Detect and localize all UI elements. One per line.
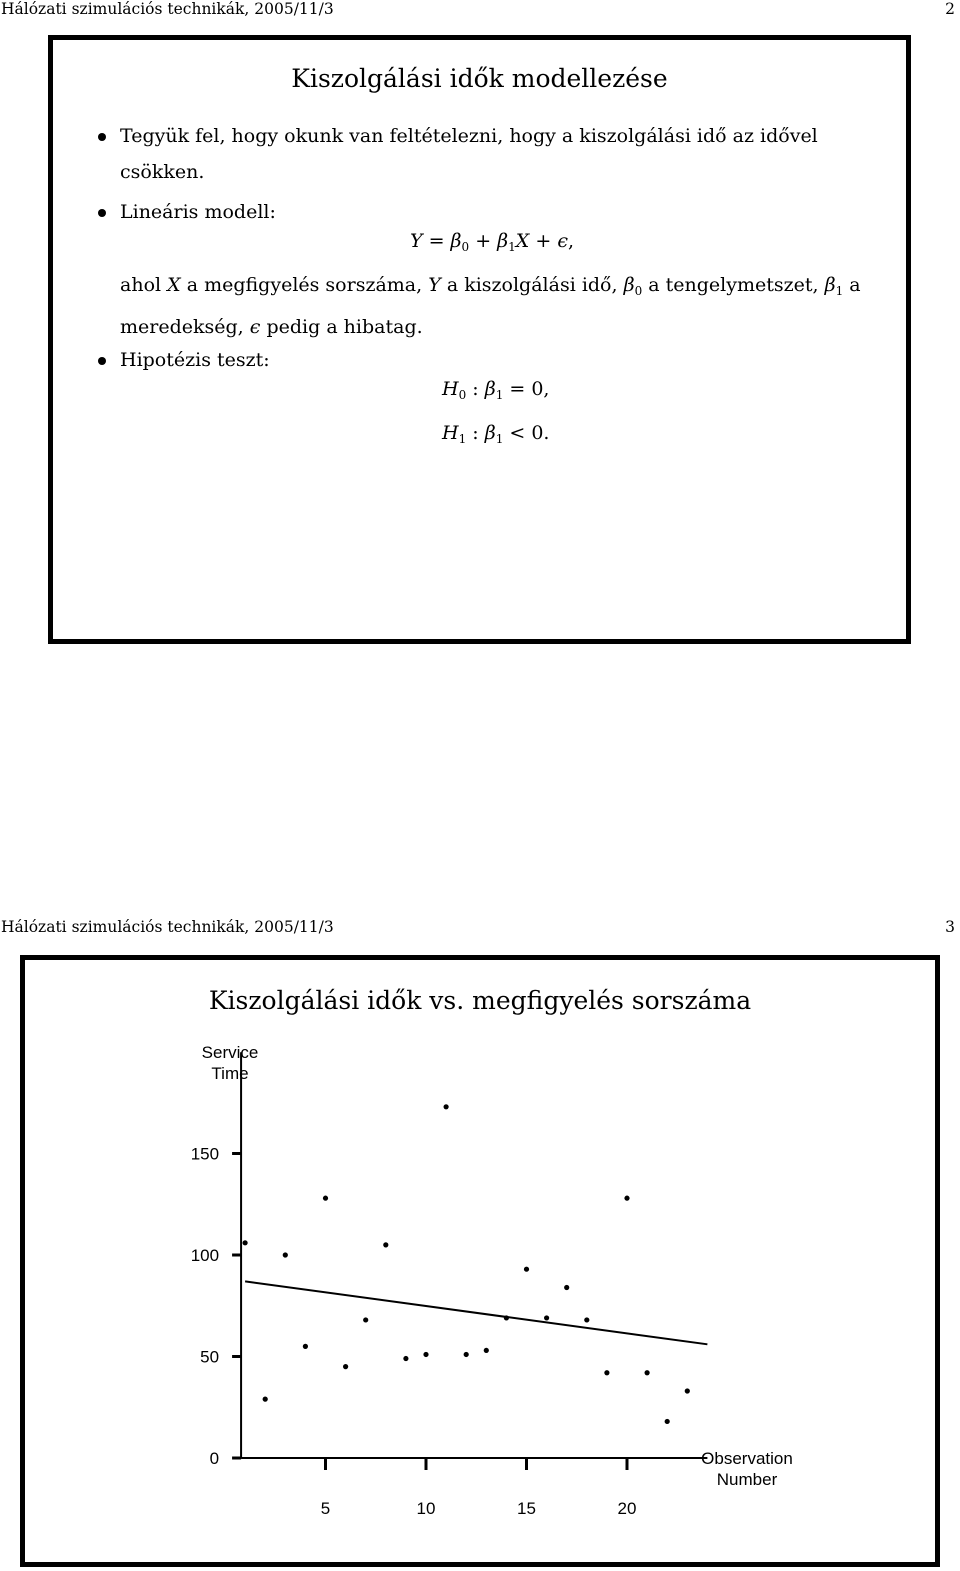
bullet-text: Lineáris modell: — [120, 201, 276, 223]
bullet-dot-icon — [98, 357, 106, 365]
data-point — [504, 1315, 509, 1320]
data-point — [303, 1344, 308, 1349]
data-point — [263, 1397, 268, 1402]
x-tick-label: 15 — [517, 1499, 536, 1518]
slide-title: Kiszolgálási idők vs. megfigyelés sorszáma — [208, 986, 752, 1015]
page-number: 2 — [945, 0, 955, 18]
x-axis-label: Number — [716, 1470, 778, 1489]
model-equation: $Y = \beta_0 + \beta_1X + \epsilon$, — [410, 230, 575, 254]
y-tick-label: 50 — [200, 1347, 220, 1367]
header-title: Hálózati szimulációs technikák, 2005/11/3 — [1, 918, 334, 936]
data-point — [343, 1364, 348, 1369]
page-number: 3 — [945, 918, 955, 936]
hypothesis-h0: $H_0$ : $\beta_1 = 0$, — [442, 378, 550, 402]
scatter-chart — [25, 960, 935, 1562]
bullet-text: Tegyük fel, hogy okunk van feltételezni, hogy a kiszolgálási idő az idővel csökken. — [120, 125, 818, 183]
data-point — [363, 1317, 368, 1322]
model-explanation: ahol X a megfigyelés sorszáma, Y a kiszolgálási idő, $\beta_0$ a tengelymetszet, $\beta_1$ a meredekség, ϵ pedig a hibatag. — [120, 274, 861, 338]
slide-title: Kiszolgálási idők modellezése — [291, 64, 668, 93]
data-point — [604, 1370, 609, 1375]
y-tick-label: 0 — [209, 1449, 220, 1468]
slide-frame-3 — [20, 955, 940, 1567]
x-axis-label: Observation — [701, 1449, 793, 1468]
data-point — [484, 1348, 489, 1353]
y-axis-label: Service — [201, 1043, 259, 1062]
slide-frame-2 — [48, 35, 911, 644]
bullet-linear-model — [120, 194, 276, 230]
data-point — [283, 1252, 288, 1257]
y-axis-label: Time — [211, 1064, 249, 1083]
x-tick-label: 10 — [416, 1499, 436, 1518]
data-point — [423, 1352, 428, 1357]
data-point — [665, 1419, 670, 1424]
bullet-assumption — [120, 118, 840, 190]
data-point — [444, 1104, 449, 1109]
y-tick-label: 150 — [190, 1144, 220, 1164]
bullet-dot-icon — [98, 209, 106, 217]
bullet-text: Hipotézis teszt: — [120, 349, 270, 371]
data-point — [685, 1388, 690, 1393]
header-title: Hálózati szimulációs technikák, 2005/11/3 — [1, 0, 334, 18]
page-header-2 — [0, 0, 960, 22]
data-point — [645, 1370, 650, 1375]
page-header-3 — [0, 918, 960, 940]
bullet-dot-icon — [98, 133, 106, 141]
y-tick-label: 100 — [190, 1246, 220, 1265]
data-point — [524, 1267, 529, 1272]
data-point — [564, 1285, 569, 1290]
data-point — [624, 1196, 629, 1201]
data-point — [544, 1315, 549, 1320]
bullet-hypothesis — [120, 342, 270, 378]
regression-line — [245, 1281, 707, 1344]
x-tick-label: 5 — [320, 1499, 331, 1518]
x-tick-label: 20 — [617, 1499, 637, 1518]
data-point — [584, 1317, 589, 1322]
data-point — [464, 1352, 469, 1357]
hypothesis-h1: $H_1$ : $\beta_1 < 0$. — [442, 422, 550, 446]
data-point — [323, 1196, 328, 1201]
data-point — [403, 1356, 408, 1361]
data-point — [383, 1242, 388, 1247]
data-point — [243, 1240, 248, 1245]
